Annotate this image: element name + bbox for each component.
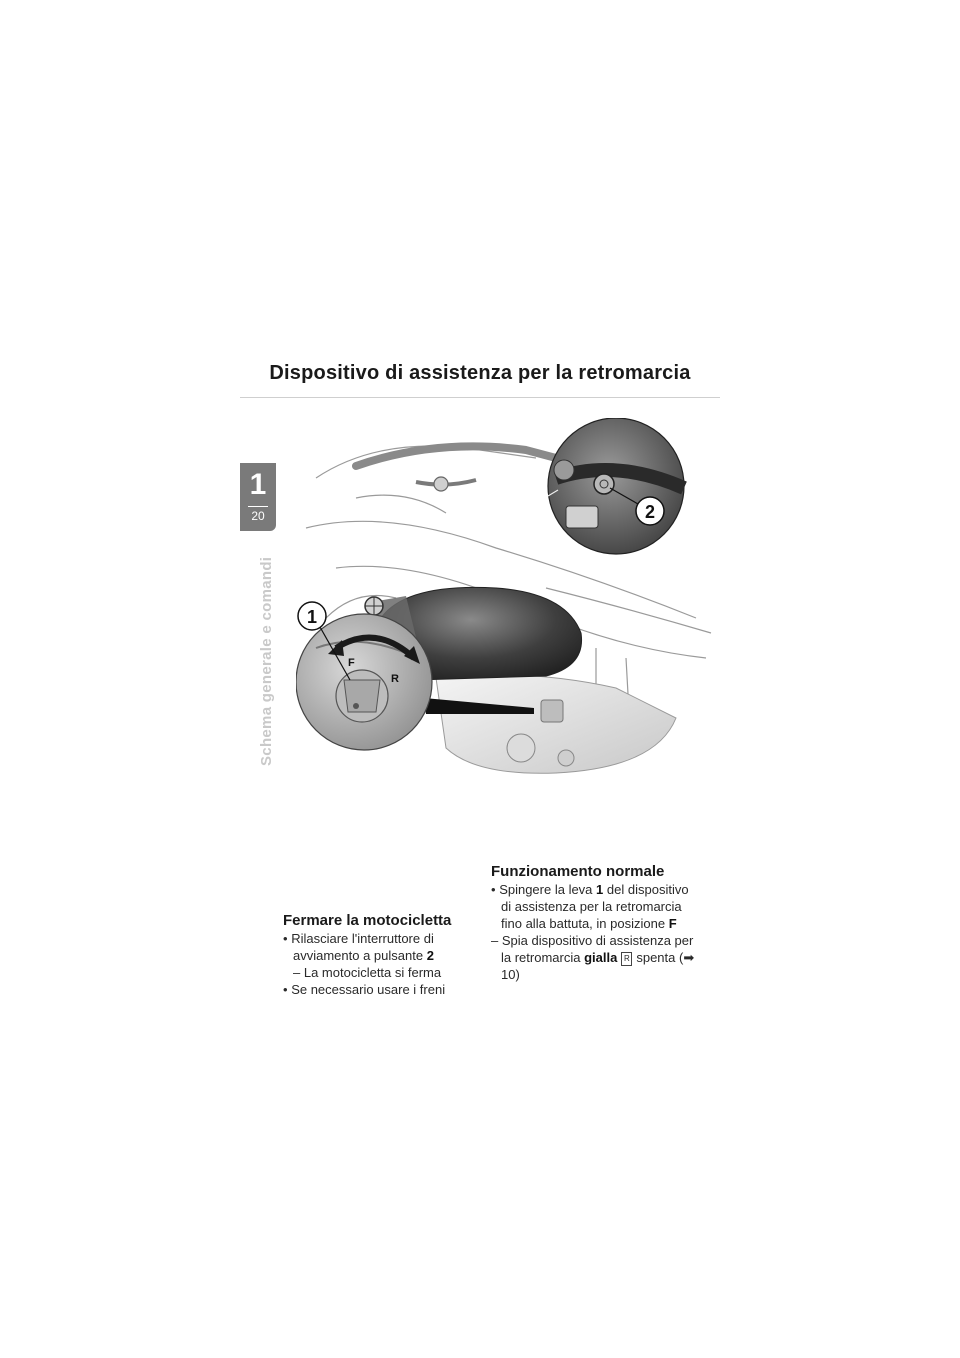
section-heading-stop: Fermare la motocicletta <box>283 912 452 929</box>
list-item: • Spingere la leva 1 del dispositivo di assistenza per la retromarcia fino alla battuta, in posizione F <box>491 882 689 931</box>
page-number: 20 <box>251 509 265 523</box>
engine-area <box>436 675 676 774</box>
section-normal <box>491 863 701 983</box>
svg-text:1: 1 <box>306 607 318 627</box>
reverse-warning-lamp-icon: R <box>621 952 632 966</box>
page-title: Dispositivo di assistenza per la retromarcia <box>269 362 691 384</box>
starter-button <box>594 474 614 494</box>
list-item-result: – La motocicletta si ferma <box>293 965 442 980</box>
section-stop <box>283 912 483 998</box>
list-item: • Se necessario usare i freni <box>283 982 446 997</box>
list-item-result: – Spia dispositivo di assistenza per la retromarcia gialla R spenta (➡ 10) <box>491 933 695 982</box>
title-rule <box>240 397 720 398</box>
section-heading-normal: Funzionamento normale <box>491 863 665 880</box>
chapter-number: 1 <box>249 468 267 501</box>
svg-text:2: 2 <box>644 502 656 522</box>
lever-detail-inset <box>296 614 432 750</box>
switch-detail-inset <box>548 418 684 554</box>
chapter-side-label: Schema generale e comandi <box>258 556 275 766</box>
knob-letter-r: R <box>391 673 399 685</box>
motorcycle-illustration <box>296 418 716 790</box>
knob-letter-f: F <box>348 657 355 669</box>
list-item: • Rilasciare l'interruttore di avviamento a pulsante 2 <box>283 931 434 963</box>
chapter-separator <box>248 506 268 507</box>
